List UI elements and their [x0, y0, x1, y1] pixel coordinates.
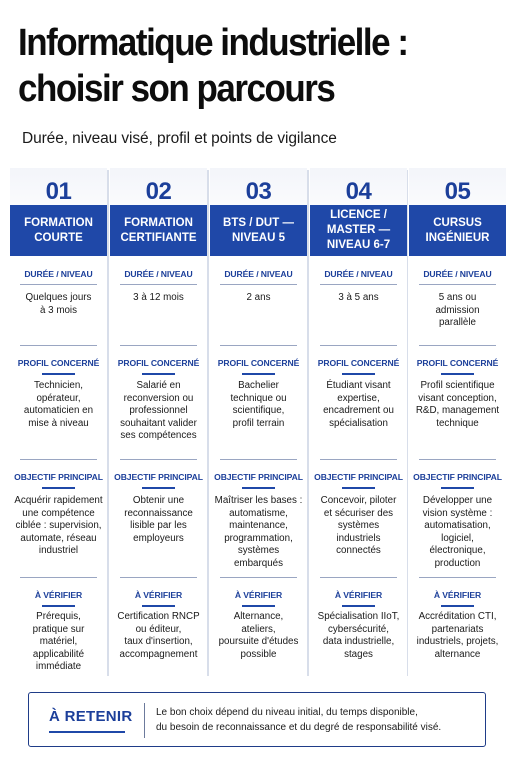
- section-underline: [42, 373, 75, 375]
- section-underline: [42, 487, 75, 489]
- section-text-duration: 3 à 12 mois: [133, 292, 184, 303]
- section-underline: [142, 373, 175, 375]
- page-title-line-1: Informatique industrielle :: [18, 22, 408, 64]
- section-label-objective: OBJECTIF PRINCIPAL: [314, 472, 403, 482]
- path-column-04: [310, 168, 407, 678]
- path-title: FORMATION COURTE: [10, 205, 107, 256]
- path-number: 02: [145, 178, 172, 205]
- section-underline: [142, 487, 175, 489]
- column-separator: [307, 170, 309, 676]
- section-text-profile: Salarié en reconversion ou professionnel souhaitant valider ses compétences: [120, 380, 197, 442]
- section-label-objective: OBJECTIF PRINCIPAL: [114, 472, 203, 482]
- section-divider: [220, 577, 297, 578]
- section-text-profile: Technicien, opérateur, automaticien en mise à niveau: [23, 380, 94, 429]
- page-subtitle: Durée, niveau visé, profil et points de vigilance: [22, 130, 337, 147]
- section-divider: [320, 345, 397, 346]
- section-divider: [419, 345, 496, 346]
- section-underline: [220, 284, 297, 285]
- path-title: BTS / DUT — NIVEAU 5: [210, 205, 307, 256]
- section-text-check: Certification RNCP ou éditeur, taux d'insertion, accompagnement: [117, 611, 200, 660]
- section-text-profile: Étudiant visant expertise, encadrement ou spécialisation: [323, 380, 394, 429]
- section-divider: [20, 577, 97, 578]
- section-text-check: Alternance, ateliers, poursuite d'études possible: [218, 611, 299, 660]
- section-text-check: Spécialisation IIoT, cybersécurité, data industrielle, stages: [317, 611, 400, 660]
- section-underline: [342, 373, 375, 375]
- section-text-profile: Bachelier technique ou scientifique, profil terrain: [230, 380, 287, 429]
- section-divider: [320, 459, 397, 460]
- section-label-duration: DURÉE / NIVEAU: [324, 269, 393, 279]
- section-text-check: Prérequis, pratique sur matériel, applicabilité immédiate: [32, 611, 85, 673]
- section-divider: [419, 577, 496, 578]
- page-title: [18, 20, 460, 112]
- section-divider: [120, 577, 197, 578]
- path-column-02: [110, 168, 207, 678]
- section-text-profile: Profil scientifique visant conception, R&D, management technique: [415, 380, 500, 429]
- path-number: 04: [345, 178, 372, 205]
- retain-underline: [49, 731, 125, 733]
- section-divider: [120, 459, 197, 460]
- section-underline: [342, 487, 375, 489]
- section-text-check: Accréditation CTI, partenariats industriels, projets, alternance: [416, 611, 499, 660]
- path-number: 03: [245, 178, 272, 205]
- section-underline: [142, 605, 175, 607]
- section-divider: [120, 345, 197, 346]
- section-text-duration: 5 ans ou admission parallèle: [435, 292, 480, 329]
- section-divider: [20, 459, 97, 460]
- section-divider: [419, 459, 496, 460]
- section-label-objective: OBJECTIF PRINCIPAL: [14, 472, 103, 482]
- section-underline: [120, 284, 197, 285]
- section-text-duration: 3 à 5 ans: [338, 292, 379, 303]
- section-text-duration: Quelques jours à 3 mois: [25, 292, 92, 316]
- retain-title: À RETENIR: [49, 708, 133, 725]
- path-title: CURSUS INGÉNIEUR: [409, 205, 506, 256]
- section-divider: [220, 345, 297, 346]
- path-column-05: [409, 168, 506, 678]
- section-text-objective: Concevoir, piloter et sécuriser des systèmes industriels connectés: [320, 495, 397, 557]
- section-label-profile: PROFIL CONCERNÉ: [17, 358, 100, 368]
- path-column-03: [210, 168, 307, 678]
- path-title: FORMATION CERTIFIANTE: [110, 205, 207, 256]
- retain-box: [28, 692, 486, 747]
- section-underline: [42, 605, 75, 607]
- section-label-profile: PROFIL CONCERNÉ: [416, 358, 499, 368]
- section-label-duration: DURÉE / NIVEAU: [224, 269, 293, 279]
- retain-divider: [144, 703, 145, 738]
- section-label-profile: PROFIL CONCERNÉ: [117, 358, 200, 368]
- retain-text: Le bon choix dépend du niveau initial, du temps disponible, du besoin de reconnaissance et du degré de responsabilité visé.: [156, 707, 442, 733]
- section-divider: [320, 577, 397, 578]
- section-underline: [441, 605, 474, 607]
- section-underline: [441, 487, 474, 489]
- section-underline: [20, 284, 97, 285]
- section-underline: [320, 284, 397, 285]
- path-title: LICENCE / MASTER — NIVEAU 6-7: [310, 205, 407, 256]
- section-text-objective: Acquérir rapidement une compétence ciblée : supervision, automate, réseau industriel: [14, 495, 103, 557]
- section-text-objective: Maîtriser les bases : automatisme, maintenance, programmation, systèmes embarqués: [214, 495, 303, 569]
- section-underline: [441, 373, 474, 375]
- section-underline: [342, 605, 375, 607]
- section-label-check: À VÉRIFIER: [134, 590, 183, 600]
- section-label-profile: PROFIL CONCERNÉ: [217, 358, 300, 368]
- section-text-objective: Obtenir une reconnaissance lisible par les employeurs: [124, 495, 193, 544]
- section-divider: [220, 459, 297, 460]
- section-underline: [242, 487, 275, 489]
- section-text-objective: Développer une vision système : automatisation, logiciel, électronique, production: [422, 495, 493, 569]
- section-label-objective: OBJECTIF PRINCIPAL: [413, 472, 502, 482]
- section-label-profile: PROFIL CONCERNÉ: [317, 358, 400, 368]
- section-label-check: À VÉRIFIER: [234, 590, 283, 600]
- section-text-duration: 2 ans: [246, 292, 271, 303]
- column-separator: [207, 170, 209, 676]
- section-underline: [242, 373, 275, 375]
- section-underline: [419, 284, 496, 285]
- section-underline: [242, 605, 275, 607]
- section-label-duration: DURÉE / NIVEAU: [423, 269, 492, 279]
- section-label-check: À VÉRIFIER: [334, 590, 383, 600]
- section-divider: [20, 345, 97, 346]
- column-separator: [107, 170, 109, 676]
- section-label-duration: DURÉE / NIVEAU: [124, 269, 193, 279]
- section-label-objective: OBJECTIF PRINCIPAL: [214, 472, 303, 482]
- section-label-check: À VÉRIFIER: [34, 590, 83, 600]
- path-number: 01: [45, 178, 72, 205]
- path-column-01: [10, 168, 107, 678]
- section-label-check: À VÉRIFIER: [433, 590, 482, 600]
- section-label-duration: DURÉE / NIVEAU: [24, 269, 93, 279]
- page-title-line-2: choisir son parcours: [18, 68, 335, 110]
- path-number: 05: [444, 178, 471, 205]
